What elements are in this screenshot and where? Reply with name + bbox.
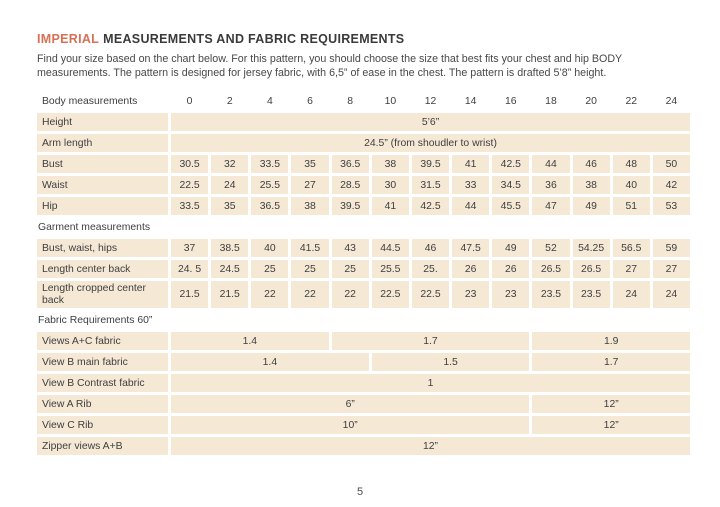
intro-line-2: measurements. The pattern is designed for jersey fabric, with 6,5” of ease in the chest. The pattern is drafted 5’8” height. <box>37 67 607 80</box>
page-title <box>37 32 690 46</box>
table-row <box>37 113 690 131</box>
value-cell: 59 <box>653 239 690 257</box>
section-header-row <box>37 311 690 329</box>
value-cell: 22 <box>332 281 369 308</box>
section-header-row <box>37 218 690 236</box>
value-cell: 42.5 <box>492 155 529 173</box>
row-label: View A Rib <box>37 395 168 413</box>
table-header-label: Body measurements <box>42 95 138 107</box>
value-cell: 41.5 <box>291 239 328 257</box>
value-cell: 22.5 <box>412 281 449 308</box>
value-cell: 32 <box>211 155 248 173</box>
value-cell: 21.5 <box>211 281 248 308</box>
table-row <box>37 155 690 173</box>
value-cell: 22.5 <box>372 281 409 308</box>
value-cell: 27 <box>613 260 650 278</box>
value-cell: 47 <box>532 197 569 215</box>
value-cell: 1 <box>171 374 690 392</box>
value-cell: 22 <box>251 281 288 308</box>
value-cell: 34.5 <box>492 176 529 194</box>
page-number: 5 <box>356 486 364 498</box>
size-column-header: 18 <box>545 95 557 107</box>
value-cell: 22 <box>291 281 328 308</box>
row-label: Length center back <box>37 260 168 278</box>
table-row <box>37 332 690 350</box>
value-cell: 5’6” <box>171 113 690 131</box>
value-cell: 24.5” (from shoudler to wrist) <box>171 134 690 152</box>
value-cell: 25.5 <box>372 260 409 278</box>
value-cell: 24. 5 <box>171 260 208 278</box>
value-cell: 40 <box>251 239 288 257</box>
table-header-row <box>37 93 690 109</box>
row-label: Waist <box>37 176 168 194</box>
row-label: Zipper views A+B <box>37 437 168 455</box>
table-row <box>37 281 690 308</box>
intro-text <box>37 52 690 80</box>
value-cell: 27 <box>291 176 328 194</box>
value-cell: 1.7 <box>332 332 530 350</box>
value-cell: 46 <box>412 239 449 257</box>
table-row <box>37 437 690 455</box>
page-content <box>37 32 690 458</box>
value-cell: 30 <box>372 176 409 194</box>
title-highlight: IMPERIAL <box>37 32 100 46</box>
row-label: Length cropped center back <box>37 281 168 308</box>
value-cell: 52 <box>532 239 569 257</box>
value-cell: 25 <box>332 260 369 278</box>
value-cell: 36 <box>532 176 569 194</box>
value-cell: 26 <box>452 260 489 278</box>
table-row <box>37 239 690 257</box>
value-cell: 39.5 <box>412 155 449 173</box>
value-cell: 25 <box>291 260 328 278</box>
value-cell: 49 <box>492 239 529 257</box>
value-cell: 44 <box>532 155 569 173</box>
section-header-label: Garment measurements <box>38 221 151 233</box>
size-column-header: 14 <box>464 95 477 107</box>
table-row <box>37 260 690 278</box>
row-label: View C Rib <box>37 416 168 434</box>
value-cell: 44.5 <box>372 239 409 257</box>
size-column-header: 24 <box>665 95 678 107</box>
value-cell: 49 <box>573 197 610 215</box>
table-row <box>37 374 690 392</box>
size-column-header: 12 <box>424 95 437 107</box>
value-cell: 26 <box>492 260 529 278</box>
value-cell: 33.5 <box>251 155 288 173</box>
intro-line-1: Find your size based on the chart below. For this pattern, you should choose the size that best fits your chest and hip BODY <box>37 53 623 65</box>
value-cell: 23.5 <box>532 281 569 308</box>
value-cell: 41 <box>452 155 489 173</box>
value-cell: 36.5 <box>332 155 369 173</box>
value-cell: 26.5 <box>532 260 569 278</box>
value-cell: 30.5 <box>171 155 208 173</box>
value-cell: 38 <box>291 197 328 215</box>
value-cell: 28.5 <box>332 176 369 194</box>
size-column-header: 10 <box>384 95 397 107</box>
value-cell: 22.5 <box>171 176 208 194</box>
row-label: View B main fabric <box>37 353 168 371</box>
value-cell: 23.5 <box>573 281 610 308</box>
value-cell: 53 <box>653 197 690 215</box>
value-cell: 45.5 <box>492 197 529 215</box>
value-cell: 36.5 <box>251 197 288 215</box>
value-cell: 25.5 <box>251 176 288 194</box>
value-cell: 6” <box>171 395 529 413</box>
value-cell: 24 <box>211 176 248 194</box>
title-rest: MEASUREMENTS AND FABRIC REQUIREMENTS <box>103 32 405 46</box>
value-cell: 38.5 <box>211 239 248 257</box>
size-column-header: 8 <box>347 95 354 107</box>
row-label: Height <box>37 113 168 131</box>
value-cell: 31.5 <box>412 176 449 194</box>
value-cell: 42 <box>653 176 690 194</box>
value-cell: 43 <box>332 239 369 257</box>
value-cell: 23 <box>492 281 529 308</box>
value-cell: 25. <box>412 260 449 278</box>
value-cell: 24.5 <box>211 260 248 278</box>
size-table <box>37 93 690 455</box>
value-cell: 54.25 <box>573 239 610 257</box>
value-cell: 44 <box>452 197 489 215</box>
value-cell: 47.5 <box>452 239 489 257</box>
table-row <box>37 176 690 194</box>
value-cell: 21.5 <box>171 281 208 308</box>
value-cell: 10” <box>171 416 529 434</box>
value-cell: 24 <box>653 281 690 308</box>
value-cell: 23 <box>452 281 489 308</box>
table-row <box>37 416 690 434</box>
size-column-header: 20 <box>585 95 597 107</box>
row-label: View B Contrast fabric <box>37 374 168 392</box>
size-column-header: 6 <box>307 95 313 107</box>
size-column-header: 22 <box>625 95 638 107</box>
size-column-header: 0 <box>186 95 193 107</box>
value-cell: 1.7 <box>532 353 690 371</box>
value-cell: 38 <box>573 176 610 194</box>
value-cell: 42.5 <box>412 197 449 215</box>
value-cell: 26.5 <box>573 260 610 278</box>
value-cell: 25 <box>251 260 288 278</box>
size-column-header: 2 <box>226 95 233 107</box>
value-cell: 35 <box>291 155 328 173</box>
value-cell: 35 <box>211 197 248 215</box>
value-cell: 27 <box>653 260 690 278</box>
size-column-header: 16 <box>505 95 517 107</box>
value-cell: 46 <box>573 155 610 173</box>
value-cell: 24 <box>613 281 650 308</box>
value-cell: 56.5 <box>613 239 650 257</box>
table-row <box>37 134 690 152</box>
value-cell: 38 <box>372 155 409 173</box>
row-label: Bust <box>37 155 168 173</box>
section-header-label: Fabric Requirements 60” <box>38 314 153 326</box>
value-cell: 48 <box>613 155 650 173</box>
value-cell: 12” <box>532 416 690 434</box>
value-cell: 40 <box>613 176 650 194</box>
value-cell: 12” <box>532 395 690 413</box>
value-cell: 51 <box>613 197 650 215</box>
value-cell: 33.5 <box>171 197 208 215</box>
row-label: Arm length <box>37 134 168 152</box>
table-row <box>37 197 690 215</box>
row-label: Hip <box>37 197 168 215</box>
row-label: Views A+C fabric <box>37 332 168 350</box>
value-cell: 1.9 <box>532 332 690 350</box>
value-cell: 33 <box>452 176 489 194</box>
value-cell: 1.4 <box>171 353 369 371</box>
table-row <box>37 353 690 371</box>
size-column-header: 4 <box>266 95 273 107</box>
value-cell: 50 <box>653 155 690 173</box>
value-cell: 1.5 <box>372 353 530 371</box>
value-cell: 39.5 <box>332 197 369 215</box>
value-cell: 12” <box>171 437 690 455</box>
table-row <box>37 395 690 413</box>
value-cell: 41 <box>372 197 409 215</box>
value-cell: 37 <box>171 239 208 257</box>
row-label: Bust, waist, hips <box>37 239 168 257</box>
value-cell: 1.4 <box>171 332 329 350</box>
